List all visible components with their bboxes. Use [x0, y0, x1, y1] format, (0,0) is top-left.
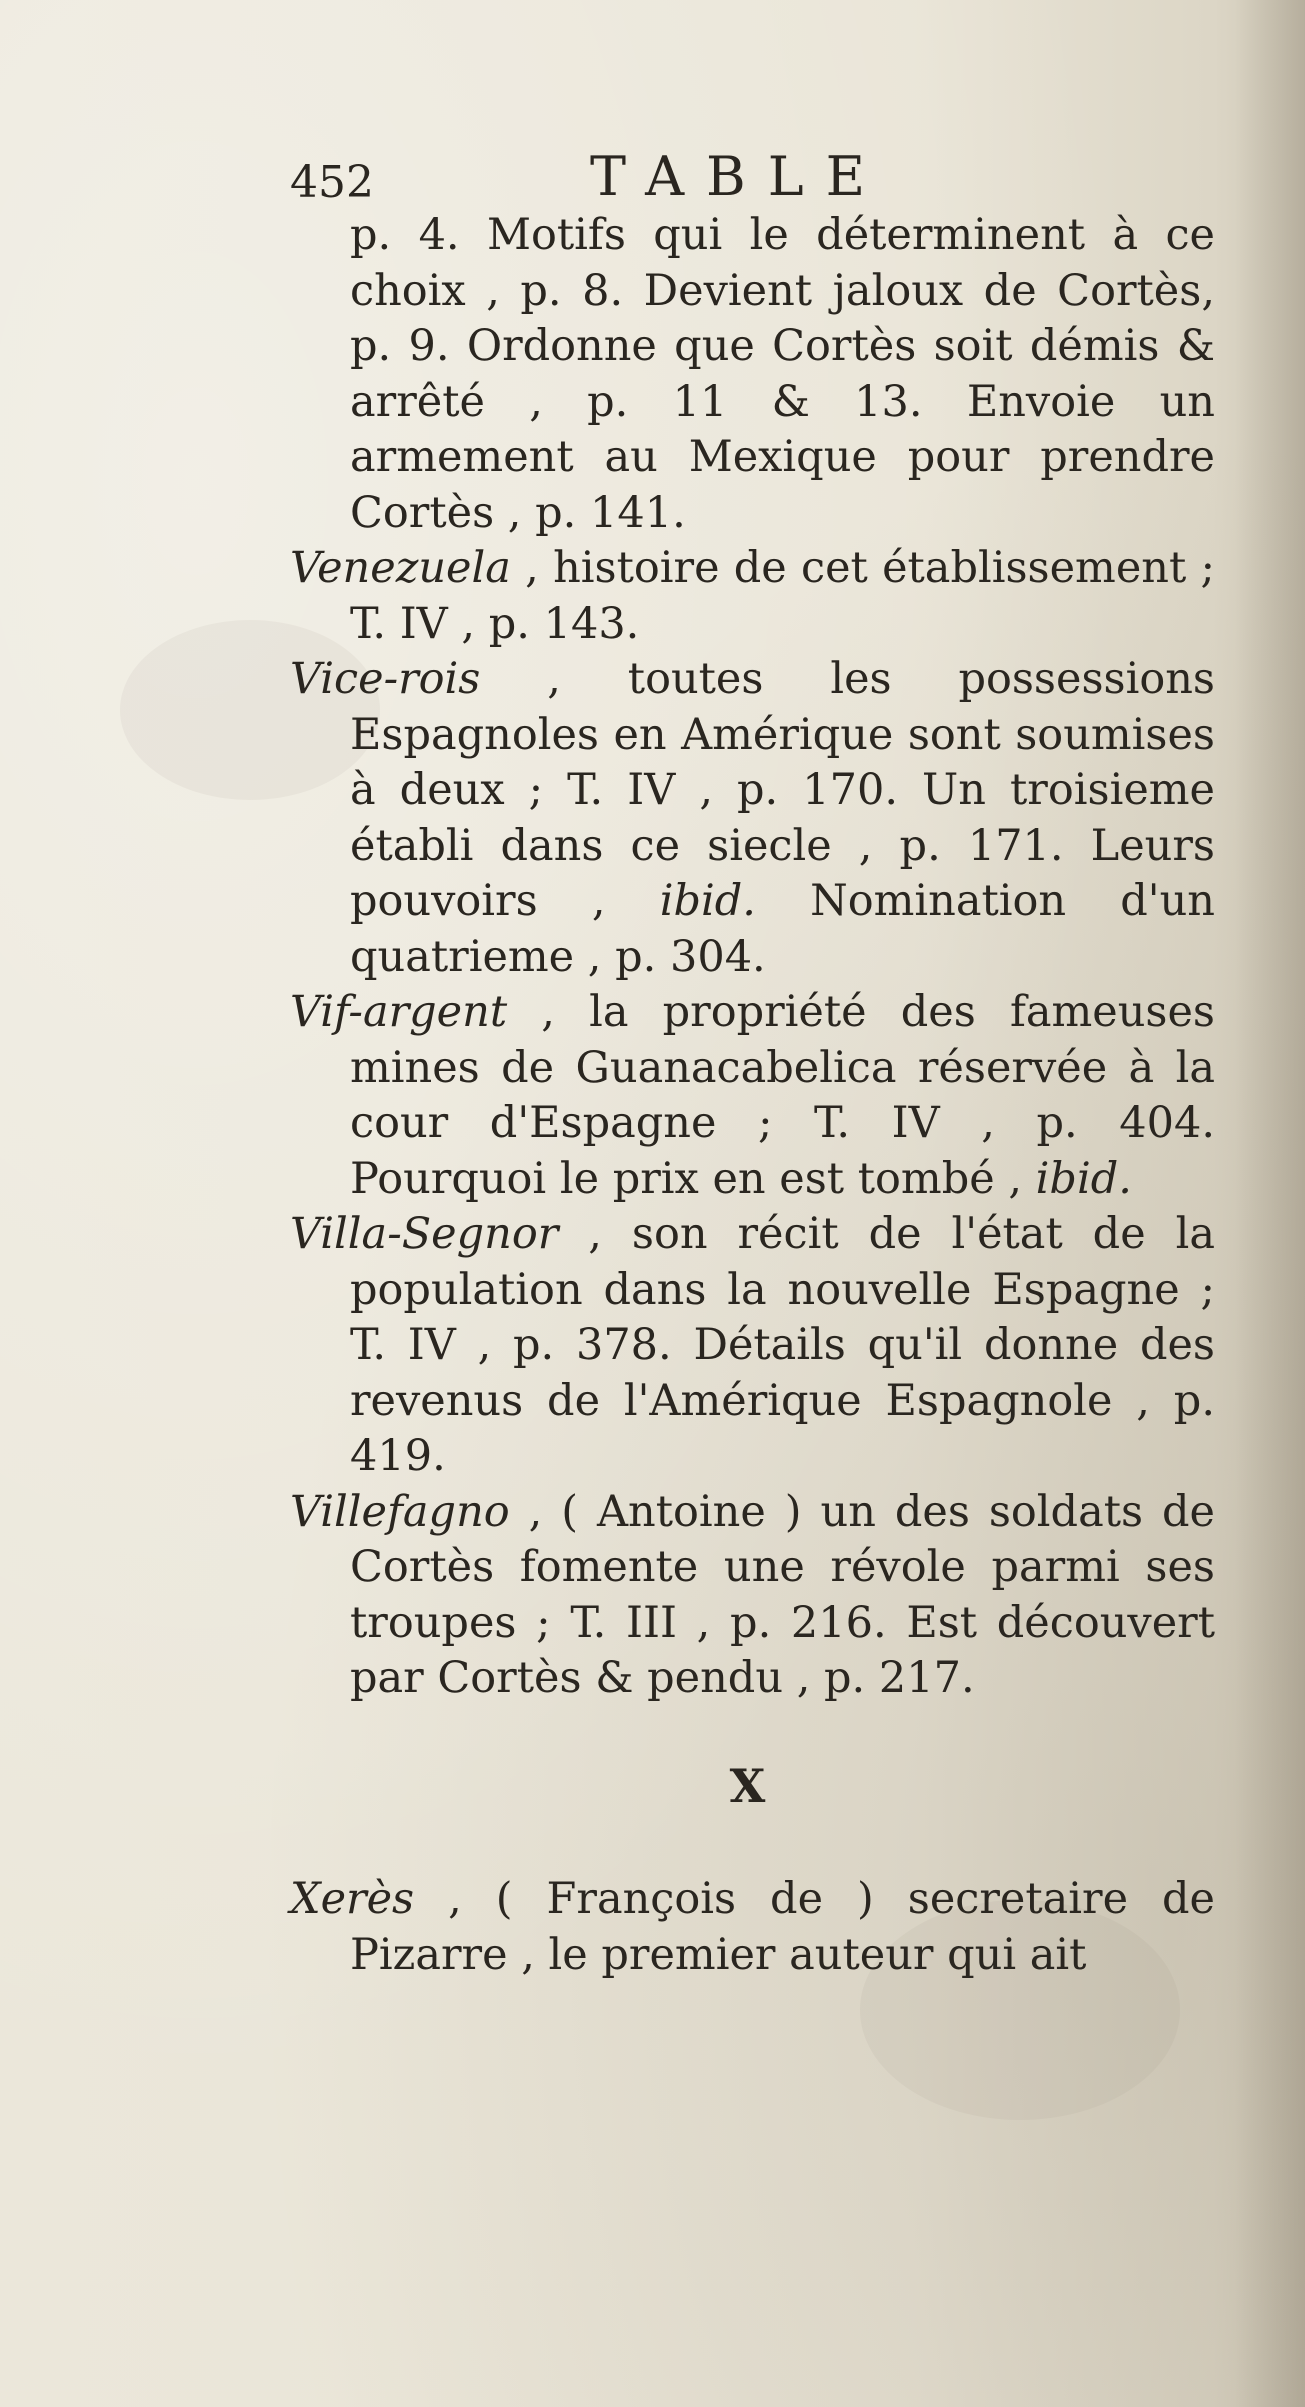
entry-ibid: ibid. [1035, 1153, 1132, 1204]
index-entry-venezuela [290, 541, 1215, 652]
index-entry-xeres [290, 1872, 1215, 1983]
entry-headword: Villefagno [290, 1486, 510, 1537]
entry-text: , son récit de l'état de la population dans la nouvelle Espagne ; T. IV , p. 378. Détails qu'il donne des revenus de l'Amérique Espagnole , p. 419. [350, 1209, 1216, 1481]
running-title: TABLE [590, 145, 888, 208]
page-edge-shadow [1235, 0, 1305, 2407]
index-entry-villa-segnor [290, 1207, 1215, 1485]
entry-text: p. 4. Motifs qui le déterminent à ce choix , p. 8. Devient jaloux de Cortès, p. 9. Ordonne que Cortès soit démis & arrêté , p. 11 & 13. Envoie un armement au Mexique pour prendre Cortès , p. 141. [350, 210, 1215, 538]
entry-text: , la propriété des fameuses mines de Guanacabelica réservée à la cour d'Espagne ; T. IV , p. 404. Pourquoi le prix en est tombé , [350, 987, 1215, 1204]
section-letter-heading: X [729, 1758, 766, 1813]
running-head [290, 145, 1220, 215]
index-entries [290, 208, 1215, 1983]
entry-text: , histoire de cet établissement ; T. IV , p. 143. [350, 543, 1215, 649]
entry-text-after: Nomination d'un quatrieme , p. 304. [350, 876, 1215, 982]
entry-headword: Xerès [290, 1874, 415, 1924]
entry-headword: Villa-Segnor [290, 1209, 559, 1259]
entry-ibid: ibid. [659, 876, 756, 926]
index-entry-vice-rois [290, 652, 1215, 985]
entry-headword: Vice-rois [290, 654, 481, 704]
entry-text: , ( Antoine ) un des soldats de Cortès fomente une révole parmi ses troupes ; T. III , p. 216. Est découvert par Cortès & pendu , p. 217. [350, 1486, 1216, 1703]
index-entry-continued [290, 208, 1215, 541]
entry-headword: Vif-argent [290, 987, 508, 1037]
index-entry-villefagno [290, 1485, 1215, 1707]
index-entry-vif-argent [290, 985, 1215, 1207]
entry-text: , toutes les possessions Espagnoles en Amérique sont soumises à deux ; T. IV , p. 170. Un troisieme établi dans ce siecle , p. 171. Leurs pouvoirs , [350, 654, 1215, 926]
entry-text: , ( François de ) secretaire de Pizarre , le premier auteur qui ait [350, 1874, 1216, 1980]
page-number: 452 [290, 157, 374, 208]
entry-headword: Venezuela [290, 543, 511, 593]
